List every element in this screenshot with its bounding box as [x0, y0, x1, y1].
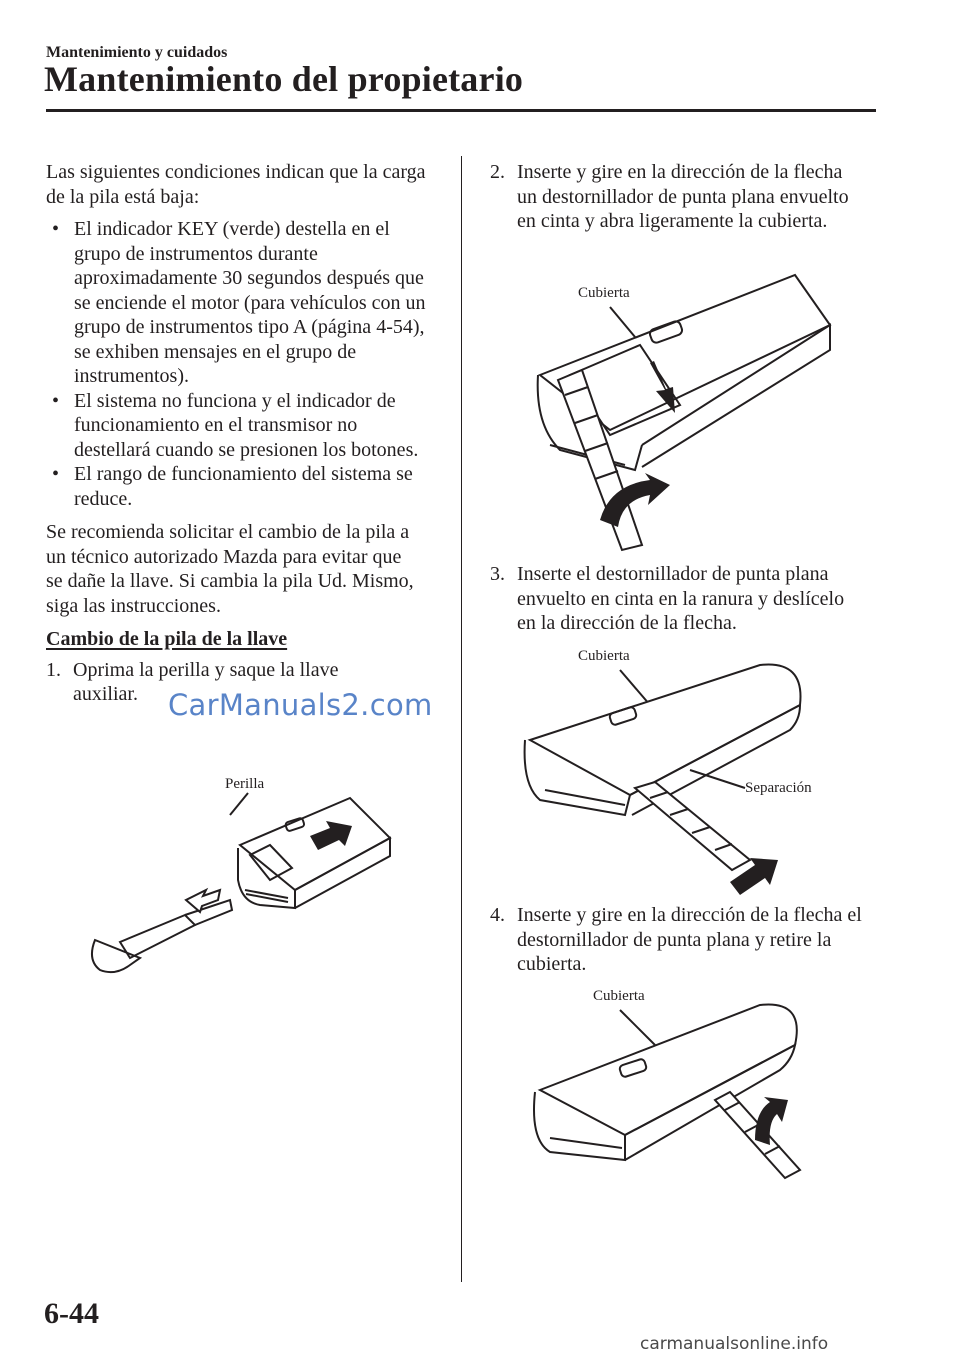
key-fob-illustration	[60, 790, 400, 990]
step-text: Inserte y gire en la dirección de la flecha un destornillador de punta plana envuelto en cinta y abra ligeramente la cubierta.	[517, 161, 849, 232]
intro-paragraph: Las siguientes condiciones indican que la carga de la pila está baja:	[46, 161, 426, 208]
step-number: 4.	[490, 904, 505, 926]
step-text: Oprima la perilla y saque la llave auxiliar.	[73, 658, 339, 705]
bullet-text: El rango de funcionamiento del sistema se reduce.	[74, 463, 413, 510]
bullet-item	[46, 462, 434, 511]
step-3	[490, 562, 865, 636]
step-text: Inserte el destornillador de punta plana envuelto en cinta en la ranura y deslícelo en la dirección de la flecha.	[517, 563, 845, 634]
header-rule	[46, 109, 876, 112]
step-number: 2.	[490, 161, 505, 183]
cover-removal-illustration	[530, 1000, 820, 1180]
column-divider	[461, 156, 462, 1282]
screwdriver-illustration	[530, 295, 860, 555]
section-header: Mantenimiento y cuidados	[46, 44, 228, 61]
cover-slide-illustration	[520, 660, 820, 895]
page-title: Mantenimiento del propietario	[44, 59, 524, 99]
figure-label-perilla: Perilla	[225, 776, 265, 792]
figure-label-cubierta: Cubierta	[578, 285, 630, 301]
recommendation-paragraph: Se recomienda solicitar el cambio de la pila a un técnico autorizado Mazda para evitar que se dañe la llave. Si cambia la pila Ud. Mismo, siga las instrucciones.	[46, 521, 414, 617]
bullet-item	[46, 389, 434, 463]
footer-site-watermark: carmanualsonline.info	[640, 1334, 829, 1354]
figure-label-cubierta-2: Cubierta	[578, 648, 630, 664]
figure-label-cubierta-3: Cubierta	[593, 988, 645, 1004]
bullet-item	[46, 217, 434, 389]
step-number: 1.	[46, 658, 61, 681]
bullet-text: El sistema no funciona y el indicador de funcionamiento en el transmisor no destellará cuando se presionen los botones.	[74, 389, 419, 461]
watermark-logo: CarManuals2.com	[168, 688, 433, 722]
step-4	[490, 903, 865, 977]
bullet-text: El indicador KEY (verde) destella en el grupo de instrumentos durante aproximadamente 30 segundos después que se enciende el motor (para vehículos con un grupo de instrumentos tipo A (página 4-54), se exhiben mensajes en el grupo de instrumentos).	[74, 218, 426, 387]
left-column	[46, 160, 446, 707]
step-text: Inserte y gire en la dirección de la flecha el destornillador de punta plana y retire la cubierta.	[517, 904, 862, 975]
bullet-icon: •	[52, 389, 60, 412]
bullet-icon: •	[52, 463, 60, 485]
step-number: 3.	[490, 563, 505, 585]
page-number: 6-44	[44, 1297, 99, 1330]
section-heading: Cambio de la pila de la llave	[46, 628, 288, 650]
bullet-icon: •	[52, 218, 60, 240]
figure-label-separacion: Separación	[745, 780, 812, 796]
step-2	[490, 160, 865, 234]
